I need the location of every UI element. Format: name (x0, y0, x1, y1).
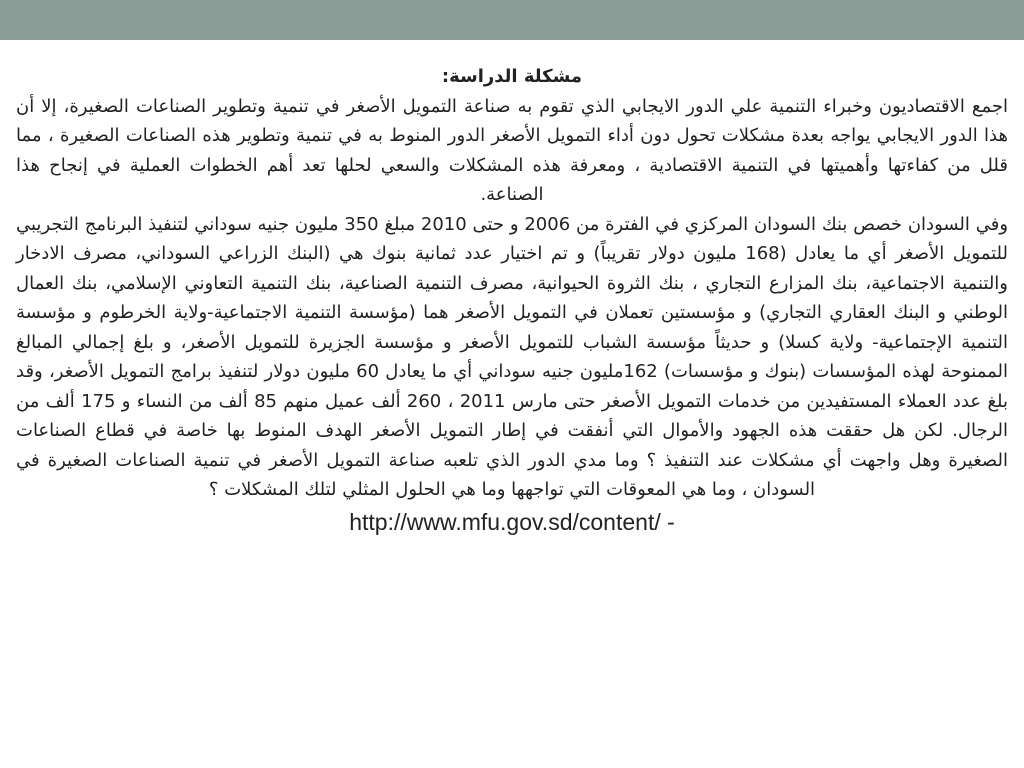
paragraph-sudan-details: وفي السودان خصص بنك السودان المركزي في الفترة من 2006 و حتى 2010 مبلغ 350 مليون جنيه سوداني لتنفيذ البرنامج التجريبي للتمويل الأصغر أي ما يعادل (168 مليون دولار تقريباً) و تم اختيار عدد ثمانية بنوك هي (البنك الزراعي السوداني، مصرف الادخار والتنمية الاجتماعية، بنك المزارع التجاري ، بنك الثروة الحيوانية، مصرف التنمية الصناعية، بنك التنمية التعاوني الإسلامي، بنك العمال الوطني و البنك العقاري التجاري) و مؤسستين تعملان في التمويل الأصغر هما (مؤسسة التنمية الاجتماعية-ولاية الخرطوم و مؤسسة التنمية الإجتماعية- ولاية كسلا) و حديثاً مؤسسة الشباب للتمويل الأصغر و مؤسسة الجزيرة للتمويل الأصغر، و بلغ إجمالي المبالغ الممنوحة لهذه المؤسسات (بنوك و مؤسسات) 162مليون جنيه سوداني أي ما يعادل 60 مليون دولار لتنفيذ برامج التمويل الأصغر، وقد بلغ عدد العملاء المستفيدين من خدمات التمويل الأصغر حتى مارس 2011 ، 260 ألف عميل منهم 85 ألف من النساء و 175 ألف من الرجال. لكن هل حققت هذه الجهود والأموال التي أنفقت في إطار التمويل الأصغر الهدف المنوط بها خاصة في قطاع الصناعات الصغيرة وهل واجهت أي مشكلات عند التنفيذ ؟ وما مدي الدور الذي تلعبه صناعة التمويل الأصغر في تنمية الصناعات الصغيرة في السودان ، وما هي المعوقات التي تواجهها وما هي الحلول المثلي لتلك المشكلات ؟ (16, 213, 1009, 500)
source-url: http://www.mfu.gov.sd/content/ - (349, 508, 675, 535)
slide-body (16, 62, 1008, 537)
paragraph-overview: اجمع الاقتصاديون وخبراء التنمية علي الدور الايجابي الذي تقوم به صناعة التمويل الأصغر في تنمية وتطوير الصناعات الصغيرة، إلا أن هذا الدور الايجابي يواجه بعدة مشكلات تحول دون أداء التمويل الأصغر الدور المنوط به في تنمية وتطوير هذه الصناعات الصغيرة ، مما قلل من كفاءتها وأهميتها في التنمية الاقتصادية ، ومعرفة هذه المشكلات والسعي لحلها تعد أهم الخطوات العملية في إنجاح هذا الصناعة. (16, 95, 1008, 205)
slide-header-bar (0, 0, 1024, 40)
study-problem-heading: مشكلة الدراسة: (441, 66, 583, 87)
